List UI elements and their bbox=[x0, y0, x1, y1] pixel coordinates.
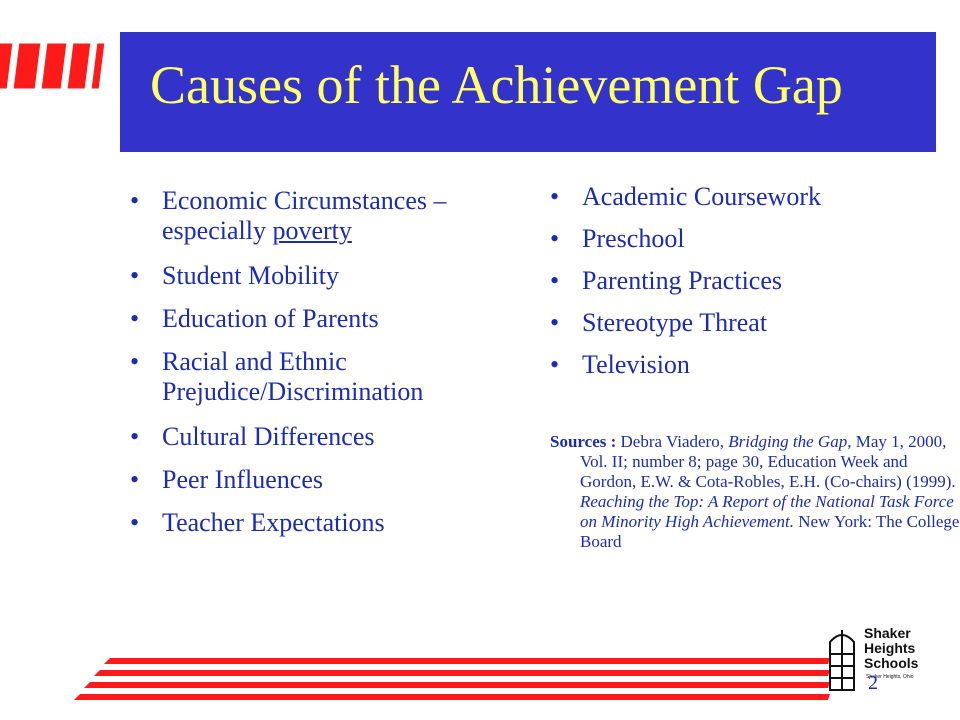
list-item: • Preschool bbox=[550, 224, 930, 254]
list-item: • Academic Coursework bbox=[550, 182, 930, 212]
page-number: 2 bbox=[868, 672, 878, 694]
list-item: • Television bbox=[550, 350, 930, 380]
title-bar bbox=[120, 32, 936, 152]
sources-text: , May 1, 2000, Vol. II; number 8; page 30, Education Week and Gordon, E.W. & Cota-Robles, E.H. (Co-chairs) (1999). bbox=[580, 432, 956, 491]
list-item: • Student Mobility bbox=[130, 261, 500, 291]
list-item bbox=[130, 186, 500, 246]
list-item: • Stereotype Threat bbox=[550, 308, 930, 338]
sources-title-italic: Reaching the Top: A Report of the National Task Force on Minority High Achievement. bbox=[580, 492, 954, 531]
school-logo-text bbox=[864, 626, 918, 671]
sources-text: New York: The College Board bbox=[580, 512, 960, 551]
list-item-text: Economic Circumstances – especially bbox=[162, 186, 447, 245]
list-item-underlined: poverty bbox=[272, 216, 352, 245]
logo-line: Heights bbox=[864, 640, 916, 656]
list-item: • Cultural Differences bbox=[130, 422, 500, 452]
list-item: • Parenting Practices bbox=[550, 266, 930, 296]
red-stripes-decoration bbox=[0, 40, 110, 92]
sources-title-italic: Bridging the Gap bbox=[728, 432, 848, 451]
right-bullet-list bbox=[550, 182, 930, 392]
sources-text: Debra Viadero, bbox=[616, 432, 729, 451]
sources-label: Sources : bbox=[550, 432, 617, 451]
list-item: • Racial and Ethnic Prejudice/Discrimination bbox=[130, 347, 500, 407]
left-bullet-list bbox=[130, 186, 500, 551]
list-item: • Education of Parents bbox=[130, 304, 500, 334]
slide-title: Causes of the Achievement Gap bbox=[150, 55, 843, 115]
logo-line: Shaker bbox=[864, 625, 911, 641]
stripe-group bbox=[0, 42, 106, 90]
list-item: • Peer Influences bbox=[130, 465, 500, 495]
logo-line: Schools bbox=[864, 655, 919, 671]
list-item: • Teacher Expectations bbox=[130, 508, 500, 538]
sources-citation bbox=[550, 432, 960, 552]
red-stripes-floor bbox=[0, 650, 960, 700]
logo-tagline: Shaker Heights, Ohio bbox=[866, 674, 914, 680]
